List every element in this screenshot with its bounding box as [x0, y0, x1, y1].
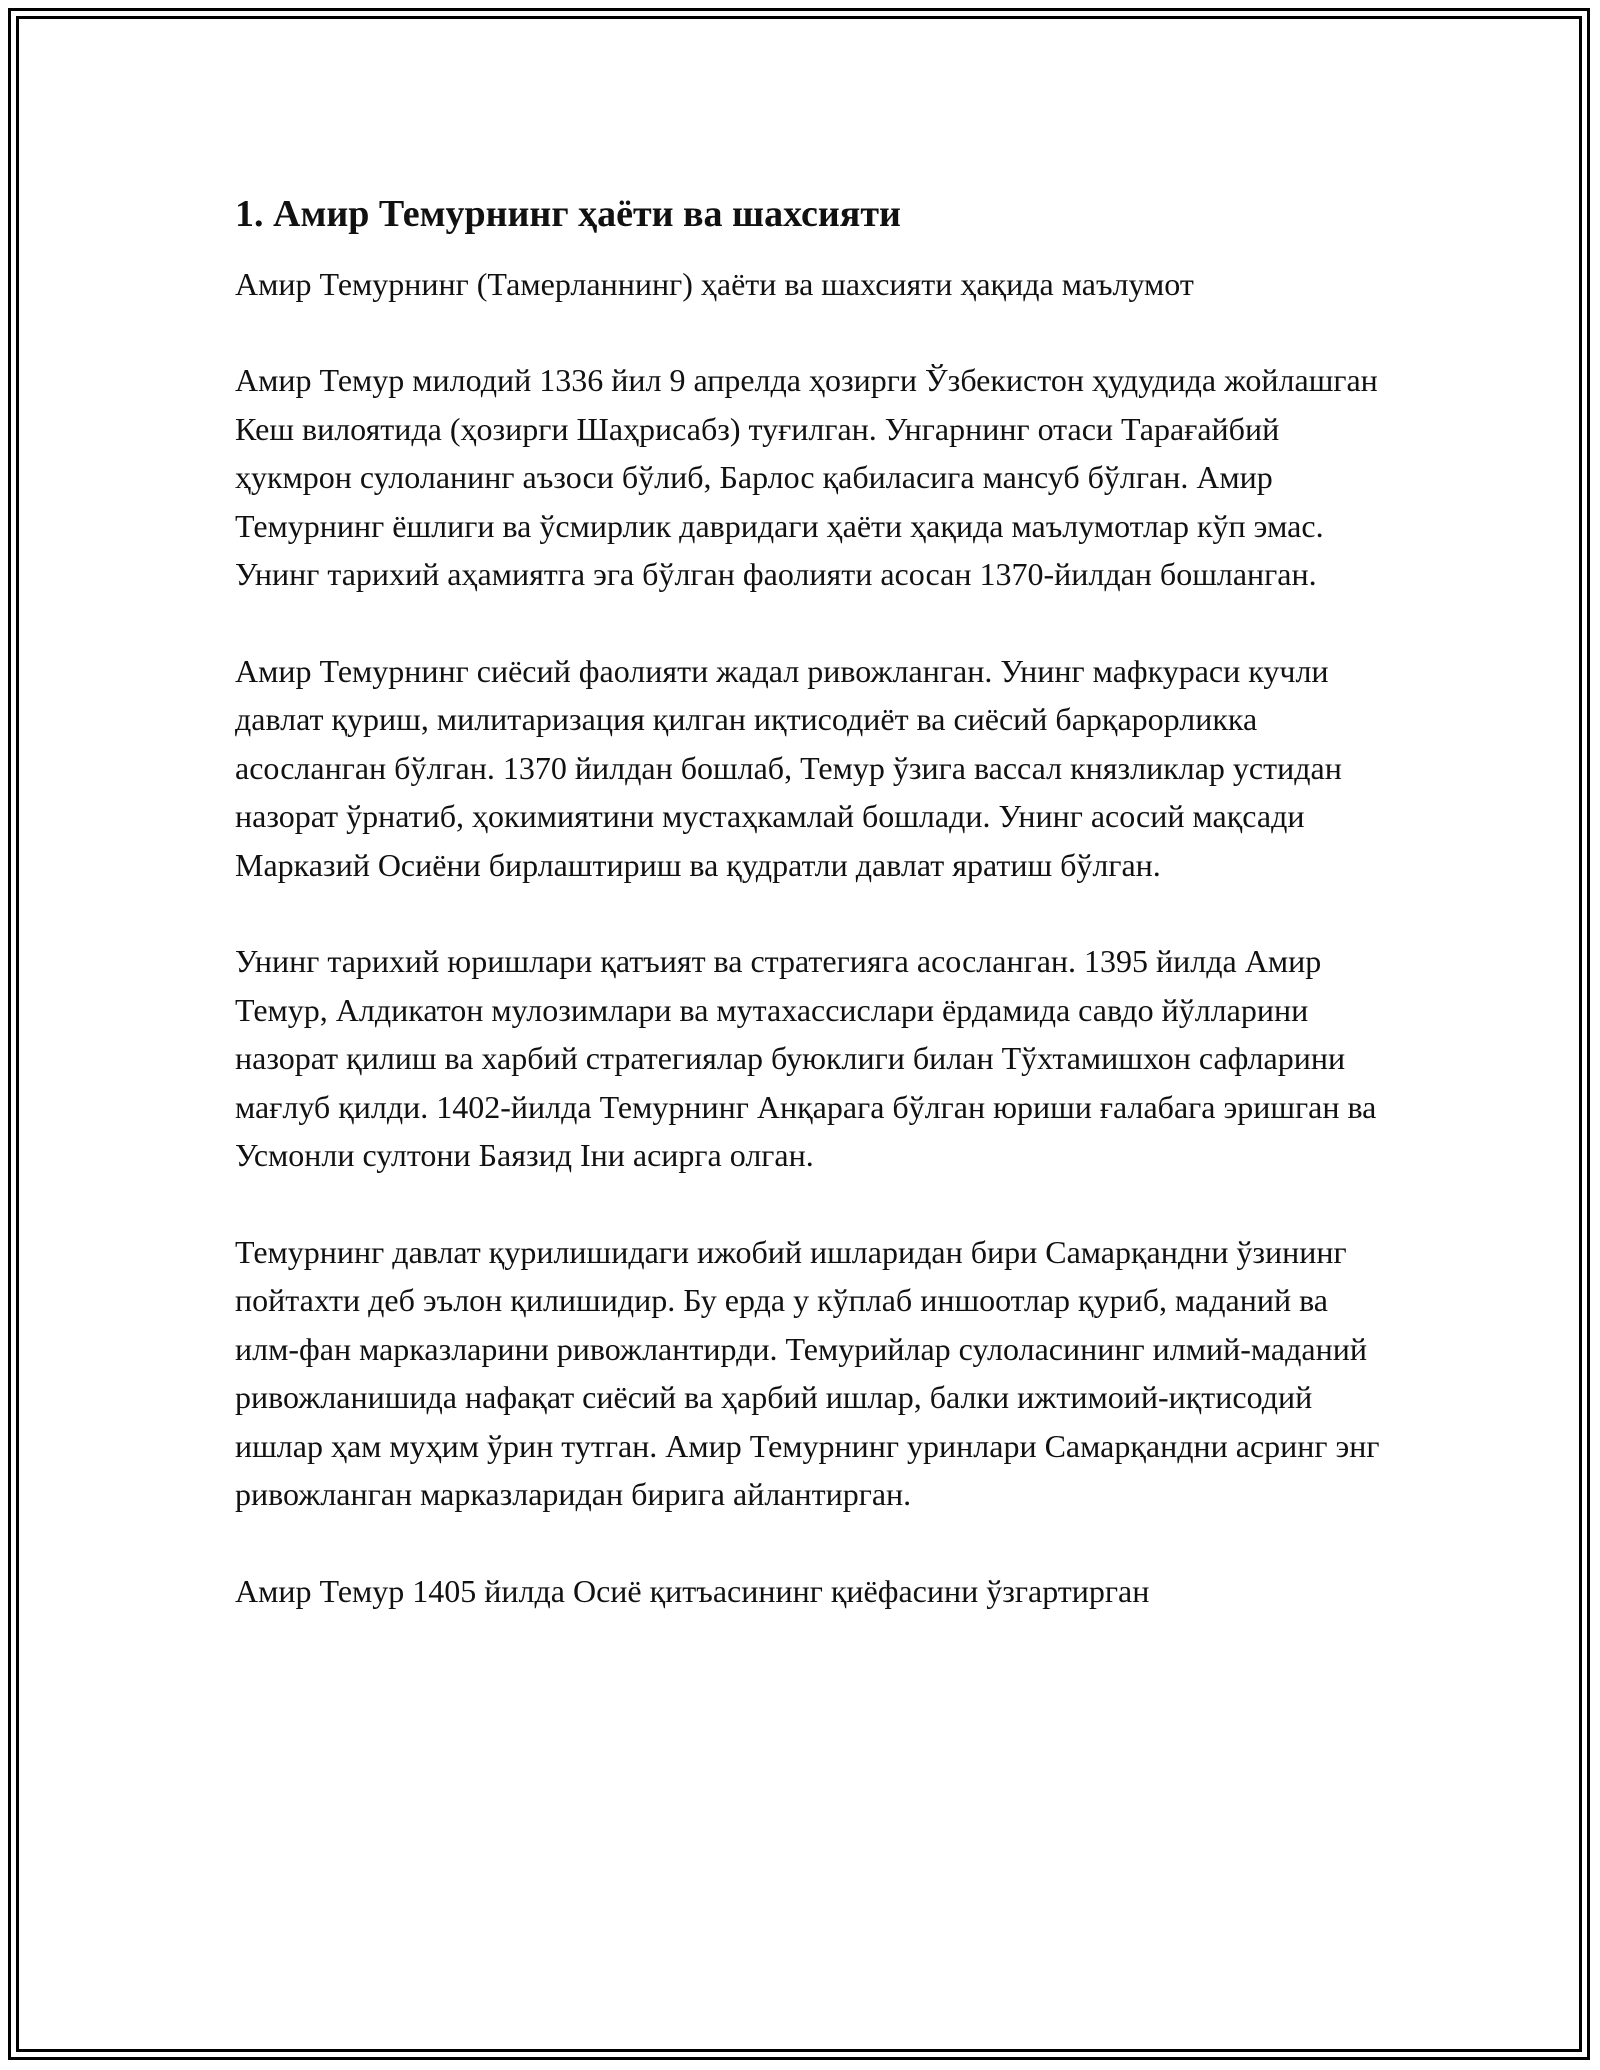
- document-title: 1. Амир Темурнинг ҳаёти ва шахсияти: [235, 193, 901, 235]
- paragraph-birth: Амир Темур милодий 1336 йил 9 апрелда ҳозирги Ўзбекистон ҳудудида жойлашган Кеш вилоятида (ҳозирги Шаҳрисабз) туғилган. Унгарнинг отаси Тарағайбий ҳукмрон сулоланинг аъзоси бўлиб, Барлос қабиласига мансуб бўлган. Амир Темурнинг ёшлиги ва ўсмирлик давридаги ҳаёти ҳақида маълумотлар кўп эмас. Унинг тарихий аҳамиятга эга бўлган фаолияти асосан 1370-йилдан бошланган.: [235, 362, 1378, 592]
- paragraph-politics: Амир Темурнинг сиёсий фаолияти жадал ривожланган. Унинг мафкураси кучли давлат қуриш, милитаризация қилган иқтисодиёт ва сиёсий барқарорликка асосланган бўлган. 1370 йилдан бошлаб, Темур ўзига вассал князликлар устидан назорат ўрнатиб, ҳокимиятини мустаҳкамлай бошлади. Унинг асосий мақсади Марказий Осиёни бирлаштириш ва қудратли давлат яратиш бўлган.: [235, 652, 1342, 883]
- document-body: [235, 190, 1395, 1663]
- paragraph-campaigns: Унинг тарихий юришлари қатъият ва стратегияга асосланган. 1395 йилда Амир Темур, Алдикатон мулозимлари ва мутахассислари ёрдамида савдо йўлларини назорат қилиш ва харбий стратегиялар буюклиги билан Тўхтамишхон сафларини мағлуб қилди. 1402-йилда Темурнинг Анқарага бўлган юриши ғалабага эришган ва Усмонли султони Баязид Іни асирга олган.: [235, 943, 1377, 1173]
- document-subtitle: Амир Темурнинг (Тамерланнинг) ҳаёти ва шахсияти ҳақида маълумот: [235, 266, 1194, 302]
- paragraph-samarkand: Темурнинг давлат қурилишидаги ижобий ишларидан бири Самарқандни ўзининг пойтахти деб эълон қилишидир. Бу ерда у кўплаб иншоотлар қуриб, маданий ва илм-фан марказларини ривожлантирди. Темурийлар сулоласининг илмий-маданий ривожланишида нафақат сиёсий ва ҳарбий ишлар, балки ижтимоий-иқтисодий ишлар ҳам муҳим ўрин тутган. Амир Темурнинг уринлари Самарқандни асринг энг ривожланган марказларидан бирига айлантирган.: [235, 1233, 1380, 1512]
- paragraph-final: Амир Темур 1405 йилда Осиё қитъасининг қиёфасини ўзгартирган: [235, 1572, 1150, 1609]
